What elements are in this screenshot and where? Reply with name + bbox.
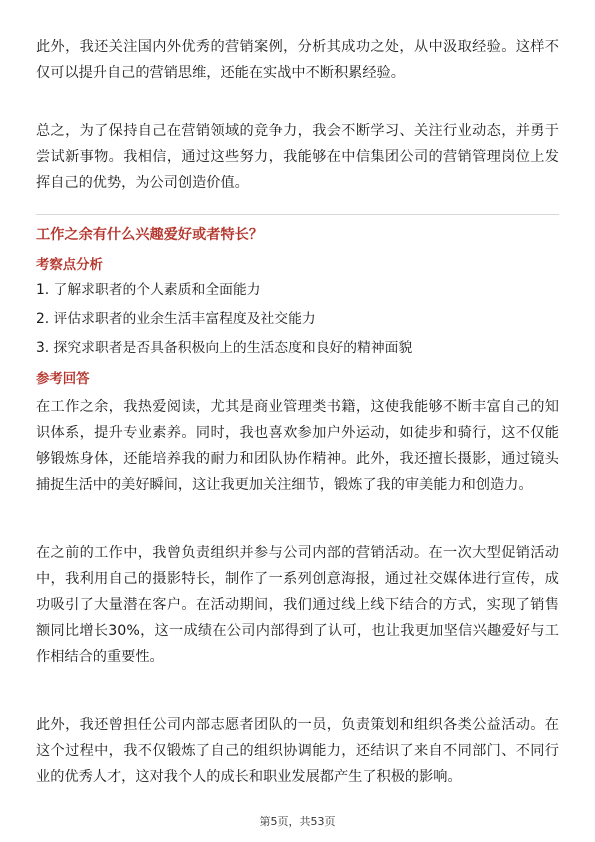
answer-paragraph-1: 在工作之余，我热爱阅读，尤其是商业管理类书籍，这使我能够不断丰富自己的知识体系，提升专业素养。同时，我也喜欢参加户外运动，如徒步和骑行，这不仅能够锻炼身体，还能培养我的耐力和团队协作精神。此外，我还擅长摄影，通过镜头捕捉生活中的美好瞬间，这让我更加关注细节，锻炼了我的审美能力和创造力。 bbox=[36, 399, 559, 493]
answer-heading: 参考回答 bbox=[36, 372, 90, 387]
answer-paragraph-2: 在之前的工作中，我曾负责组织并参与公司内部的营销活动。在一次大型促销活动中，我利用自己的摄影特长，制作了一系列创意海报，通过社交媒体进行宣传，成功吸引了大量潜在客户。在活动期间，我们通过线上线下结合的方式，实现了销售额同比增长30%，这一成绩在公司内部得到了认可，也让我更加坚信兴趣爱好与工作相结合的重要性。 bbox=[36, 545, 559, 665]
analysis-heading: 考察点分析 bbox=[36, 258, 103, 273]
analysis-item: 2. 评估求职者的业余生活丰富程度及社交能力 bbox=[36, 311, 316, 327]
analysis-item: 3. 探究求职者是否具备积极向上的生活态度和良好的精神面貌 bbox=[36, 340, 413, 356]
analysis-item: 1. 了解求职者的个人素质和全面能力 bbox=[36, 282, 261, 298]
intro-paragraph-1: 此外，我还关注国内外优秀的营销案例，分析其成功之处，从中汲取经验。这样不仅可以提升自己的营销思维，还能在实战中不断积累经验。 bbox=[36, 39, 559, 81]
question-heading: 工作之余有什么兴趣爱好或者特长？ bbox=[36, 227, 264, 243]
page-footer: 第5页，共53页 bbox=[259, 815, 336, 828]
answer-paragraph-3: 此外，我还曾担任公司内部志愿者团队的一员，负责策划和组织各类公益活动。在这个过程中，我不仅锻炼了自己的组织协调能力，还结识了来自不同部门、不同行业的优秀人才，这对我个人的成长和职业发展都产生了积极的影响。 bbox=[36, 717, 559, 785]
intro-paragraph-2: 总之，为了保持自己在营销领域的竞争力，我会不断学习、关注行业动态，并勇于尝试新事物。我相信，通过这些努力，我能够在中信集团公司的营销管理岗位上发挥自己的优势，为公司创造价值。 bbox=[36, 123, 559, 191]
section-divider bbox=[36, 214, 559, 215]
